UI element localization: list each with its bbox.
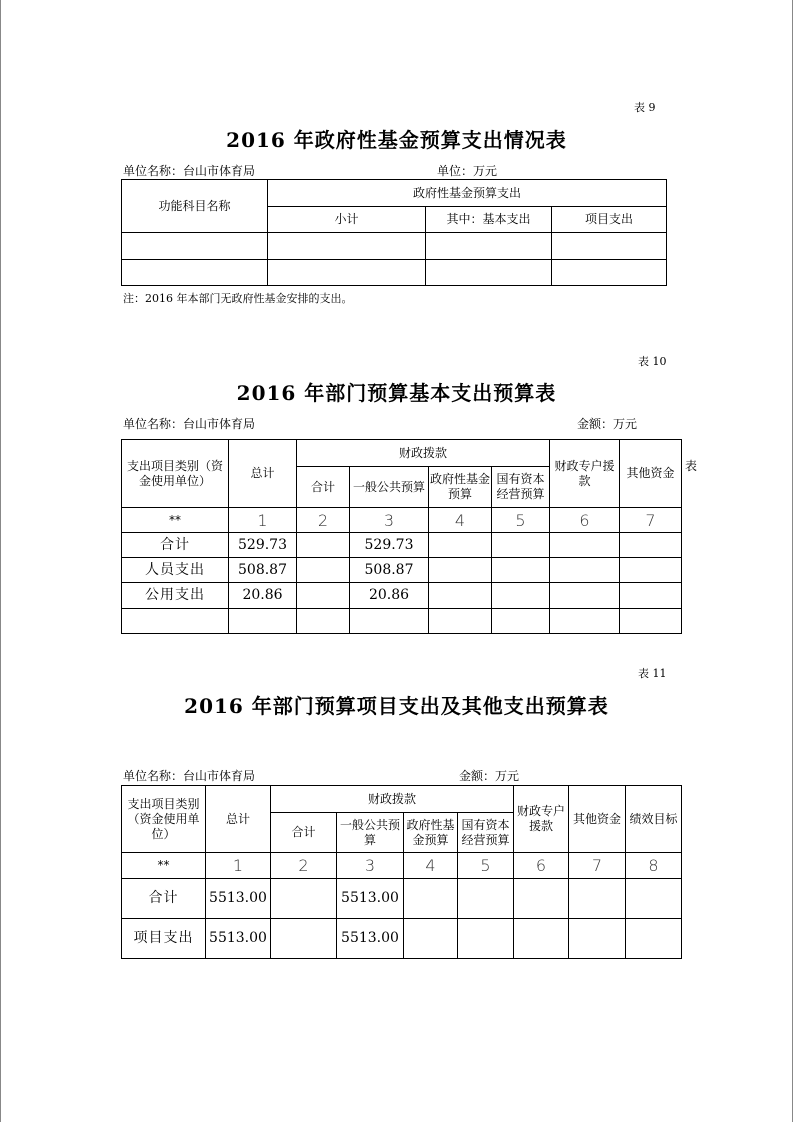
row-general: 20.86 — [350, 583, 429, 609]
row-name: 人员支出 — [122, 558, 229, 583]
table9-grid — [121, 179, 667, 286]
table10-index-row — [122, 508, 682, 533]
row-sum — [297, 583, 350, 609]
index-cell: 7 — [569, 853, 626, 879]
table-row — [122, 879, 682, 919]
table11-unit-name: 单位名称：台山市体育局 — [123, 769, 256, 783]
table-row — [122, 558, 682, 583]
table11-header-other: 其他资金 — [569, 786, 626, 853]
table11-header-sum: 合计 — [271, 813, 337, 853]
index-cell: 1 — [229, 508, 297, 533]
table10-header-category: 支出项目类别（资金使用单位） — [122, 440, 229, 508]
row-sum — [297, 533, 350, 558]
table10-header-fiscal: 财政拨款 — [297, 440, 550, 467]
table10-header-other: 其他资金 — [620, 440, 682, 508]
table11-title: 2016 年部门预算项目支出及其他支出预算表 — [184, 694, 609, 718]
table11-header-special-aid: 财政专户援款 — [514, 786, 569, 853]
row-sum — [297, 558, 350, 583]
table10-title: 2016 年部门预算基本支出预算表 — [236, 381, 557, 405]
index-cell: 3 — [337, 853, 404, 879]
table11-index-row — [122, 853, 682, 879]
table11-grid — [121, 785, 682, 959]
table-row — [122, 533, 682, 558]
page-border-left — [0, 0, 1, 1122]
table11-header-gov-fund: 政府性基金预算 — [404, 813, 458, 853]
table9-header-group: 政府性基金预算支出 — [268, 180, 667, 207]
table11-header-category: 支出项目类别（资金使用单位） — [122, 786, 206, 853]
table10-amount-unit: 金额：万元 — [577, 417, 638, 431]
table-row — [122, 609, 682, 634]
index-cell: 1 — [206, 853, 271, 879]
row-general: 508.87 — [350, 558, 429, 583]
table10-header-special-aid: 财政专户援款 — [550, 440, 620, 508]
index-cell: 4 — [404, 853, 458, 879]
row-total: 5513.00 — [206, 879, 271, 919]
table9-header-basic: 其中：基本支出 — [426, 207, 552, 233]
table9-header-project: 项目支出 — [552, 207, 667, 233]
index-cell: 3 — [350, 508, 429, 533]
index-cell: ** — [122, 508, 229, 533]
index-cell: 5 — [492, 508, 550, 533]
table-row — [122, 233, 667, 260]
table10-header-state-capital: 国有资本经营预算 — [492, 467, 550, 508]
row-general: 529.73 — [350, 533, 429, 558]
table10-header-total: 总计 — [229, 440, 297, 508]
index-cell: 7 — [620, 508, 682, 533]
index-cell: 6 — [514, 853, 569, 879]
row-name: 合计 — [122, 533, 229, 558]
row-general: 5513.00 — [337, 879, 404, 919]
index-cell: ** — [122, 853, 206, 879]
index-cell: 4 — [429, 508, 492, 533]
table9-number: 表 9 — [634, 101, 656, 114]
table9-header-subtotal: 小计 — [268, 207, 426, 233]
table10-header-gov-fund: 政府性基金预算 — [429, 467, 492, 508]
row-sum — [271, 879, 337, 919]
table9-unit: 单位：万元 — [437, 164, 498, 178]
table11-header-performance: 绩效目标 — [626, 786, 682, 853]
table11-header-general: 一般公共预算 — [337, 813, 404, 853]
row-general: 5513.00 — [337, 919, 404, 959]
index-cell: 2 — [297, 508, 350, 533]
row-total: 529.73 — [229, 533, 297, 558]
table-row — [122, 919, 682, 959]
table11-header-total: 总计 — [206, 786, 271, 853]
table-row — [122, 583, 682, 609]
index-cell: 5 — [458, 853, 514, 879]
index-cell: 2 — [271, 853, 337, 879]
table10-side-mark: 表 — [685, 459, 698, 473]
row-total: 5513.00 — [206, 919, 271, 959]
row-name: 项目支出 — [122, 919, 206, 959]
row-total: 508.87 — [229, 558, 297, 583]
table9-title: 2016 年政府性基金预算支出情况表 — [226, 128, 567, 152]
table10-grid — [121, 439, 682, 634]
index-cell: 8 — [626, 853, 682, 879]
table11-header-state-capital: 国有资本经营预算 — [458, 813, 514, 853]
table-row — [122, 260, 667, 286]
index-cell: 6 — [550, 508, 620, 533]
row-total: 20.86 — [229, 583, 297, 609]
table11-header-fiscal: 财政拨款 — [271, 786, 514, 813]
row-name: 公用支出 — [122, 583, 229, 609]
table10-header-sum: 合计 — [297, 467, 350, 508]
row-sum — [271, 919, 337, 959]
table10-unit-name: 单位名称：台山市体育局 — [123, 417, 256, 431]
table9-header-func-name: 功能科目名称 — [122, 180, 268, 233]
table10-header-general: 一般公共预算 — [350, 467, 429, 508]
row-name: 合计 — [122, 879, 206, 919]
table10-number: 表 10 — [638, 355, 667, 368]
table9-note: 注：2016 年本部门无政府性基金安排的支出。 — [123, 292, 353, 305]
table11-amount-unit: 金额：万元 — [459, 769, 520, 783]
table9-unit-name: 单位名称：台山市体育局 — [123, 164, 256, 178]
table11-number: 表 11 — [638, 667, 667, 680]
